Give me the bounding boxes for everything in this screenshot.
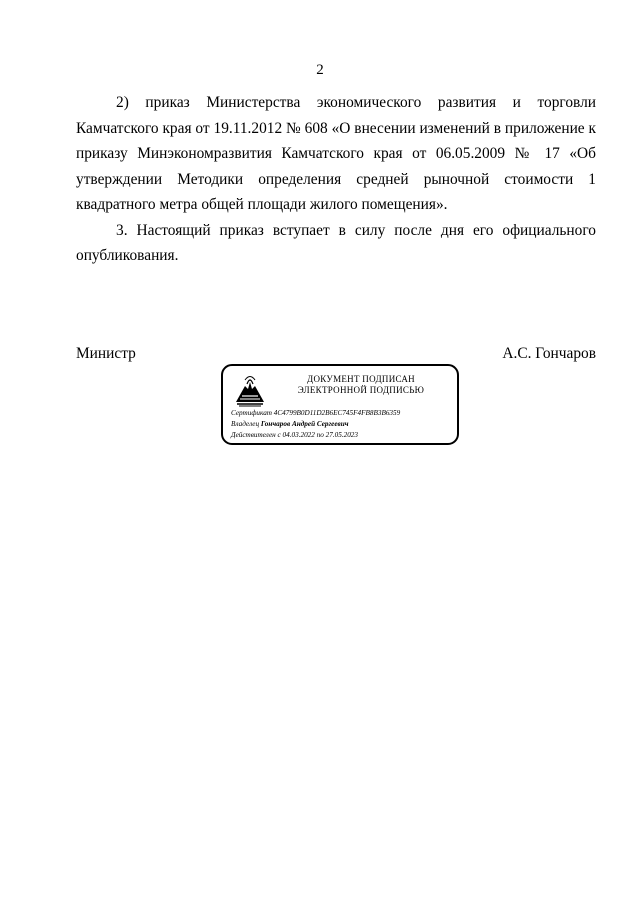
stamp-title-line-1: ДОКУМЕНТ ПОДПИСАН [307,374,415,384]
document-body [76,90,596,269]
owner-label: Владелец [231,420,260,428]
signer-position: Министр [76,345,136,362]
certificate-value: 4C4799B0D11D2B6EC745F4FB8B3B6359 [273,409,401,417]
stamp-title-line-2: ЭЛЕКТРОННОЙ ПОДПИСЬЮ [297,385,425,395]
stamp-title [267,374,455,396]
paragraph-effective-date: 3. Настоящий приказ вступает в силу после дня его официального опубликования. [76,221,596,264]
signer-name: А.С. Гончаров [502,345,596,362]
coat-of-arms-emblem-icon [233,372,267,408]
owner-value: Гончаров Андрей Сергеевич [260,420,349,428]
stamp-certificate [231,409,400,417]
paragraph-item-2: 2) приказ Министерства экономического развития и торговли Камчатского края от 19.11.2012 № 608 «О внесении изменений в приложение к приказу Минэкономразвития Камчатского края от 06.05.2009 № 17 «Об утверждении Методики определения средней рыночной стоимости 1 квадратного метра общей площади жилого помещения». [76,94,596,213]
page-number: 2 [316,62,324,78]
valid-label: Действителен [231,431,276,439]
certificate-label: Сертификат [231,409,272,417]
valid-value: с 04.03.2022 по 27.05.2023 [277,431,358,439]
stamp-owner [231,420,349,428]
stamp-validity [231,431,358,439]
electronic-signature-stamp [221,364,459,445]
